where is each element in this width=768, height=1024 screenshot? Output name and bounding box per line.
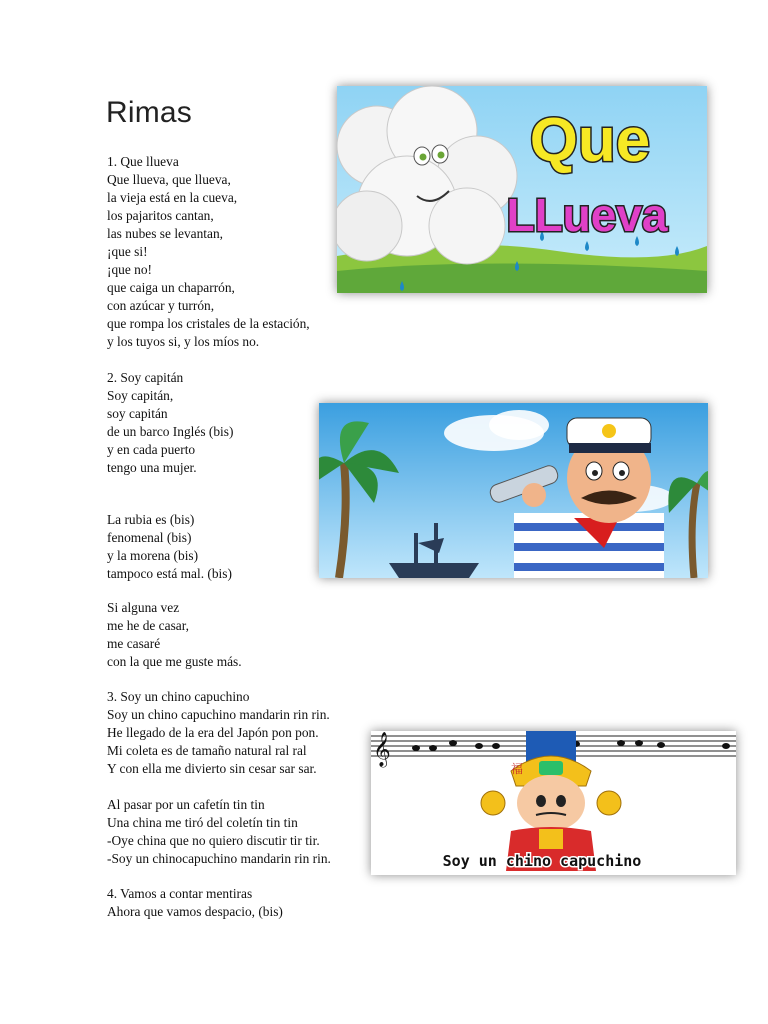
- poem-line: y la morena (bis): [107, 548, 199, 563]
- poem-line: soy capitán: [107, 406, 168, 421]
- poem-line: que rompa los cristales de la estación,: [107, 316, 310, 331]
- poem-line: de un barco Inglés (bis): [107, 424, 234, 439]
- poem-line: ¡que no!: [107, 262, 152, 277]
- poem-soy-capitan: [107, 369, 233, 477]
- poem-heading: 1. Que llueva: [107, 154, 179, 169]
- poem-line: Y con ella me divierto sin cesar sar sar.: [107, 761, 317, 776]
- poem-line: tengo una mujer.: [107, 460, 197, 475]
- fu-badge-text: 福: [510, 762, 524, 776]
- title-word-llueva: LLueva: [506, 189, 668, 241]
- poem-line: -Oye china que no quiero discutir tir tir.: [107, 833, 320, 848]
- poem-line: Que llueva, que llueva,: [107, 172, 231, 187]
- poem-line: y en cada puerto: [107, 442, 196, 457]
- poem-heading: 4. Vamos a contar mentiras: [107, 886, 253, 901]
- poem-line: tampoco está mal. (bis): [107, 566, 232, 581]
- poem-chino-capuchino-stanza-2: [107, 796, 331, 868]
- poem-line: con azúcar y turrón,: [107, 298, 215, 313]
- poem-line: con la que me guste más.: [107, 654, 242, 669]
- poem-chino-capuchino: [107, 688, 330, 778]
- poem-line: la vieja está en la cueva,: [107, 190, 238, 205]
- poem-line: fenomenal (bis): [107, 530, 192, 545]
- poem-soy-capitan-stanza-3: [107, 599, 242, 671]
- title-word-que: Que: [529, 106, 651, 175]
- poem-line: Ahora que vamos despacio, (bis): [107, 904, 283, 919]
- poem-line: me he de casar,: [107, 618, 189, 633]
- poem-line: y los tuyos si, y los míos no.: [107, 334, 260, 349]
- poem-line: He llegado de la era del Japón pon pon.: [107, 725, 319, 740]
- poem-line: La rubia es (bis): [107, 512, 195, 527]
- poem-line: las nubes se levantan,: [107, 226, 224, 241]
- poem-line: ¡que si!: [107, 244, 148, 259]
- poem-line: que caiga un chaparrón,: [107, 280, 235, 295]
- poem-line: Mi coleta es de tamaño natural ral ral: [107, 743, 307, 758]
- poem-line: los pajaritos cantan,: [107, 208, 214, 223]
- chino-capuchino-illustration: [371, 731, 736, 875]
- poem-line: Si alguna vez: [107, 600, 180, 615]
- que-llueva-illustration: [337, 86, 707, 293]
- poem-vamos-a-contar-mentiras: [107, 885, 283, 921]
- soy-capitan-illustration: [319, 403, 708, 578]
- poem-soy-capitan-stanza-2: [107, 511, 232, 583]
- page-title: Rimas: [106, 96, 193, 129]
- chino-capuchino-caption: Soy un chino capuchino: [442, 852, 642, 870]
- poem-heading: 3. Soy un chino capuchino: [107, 689, 250, 704]
- poem-que-llueva: [107, 153, 310, 351]
- poem-line: -Soy un chinocapuchino mandarin rin rin.: [107, 851, 331, 866]
- poem-line: Una china me tiró del coletín tin tin: [107, 815, 298, 830]
- treble-clef-icon: 𝄞: [373, 732, 391, 767]
- poem-line: me casaré: [107, 636, 161, 651]
- poem-heading: 2. Soy capitán: [107, 370, 184, 385]
- poem-line: Al pasar por un cafetín tin tin: [107, 797, 265, 812]
- poem-line: Soy un chino capuchino mandarin rin rin.: [107, 707, 330, 722]
- poem-line: Soy capitán,: [107, 388, 174, 403]
